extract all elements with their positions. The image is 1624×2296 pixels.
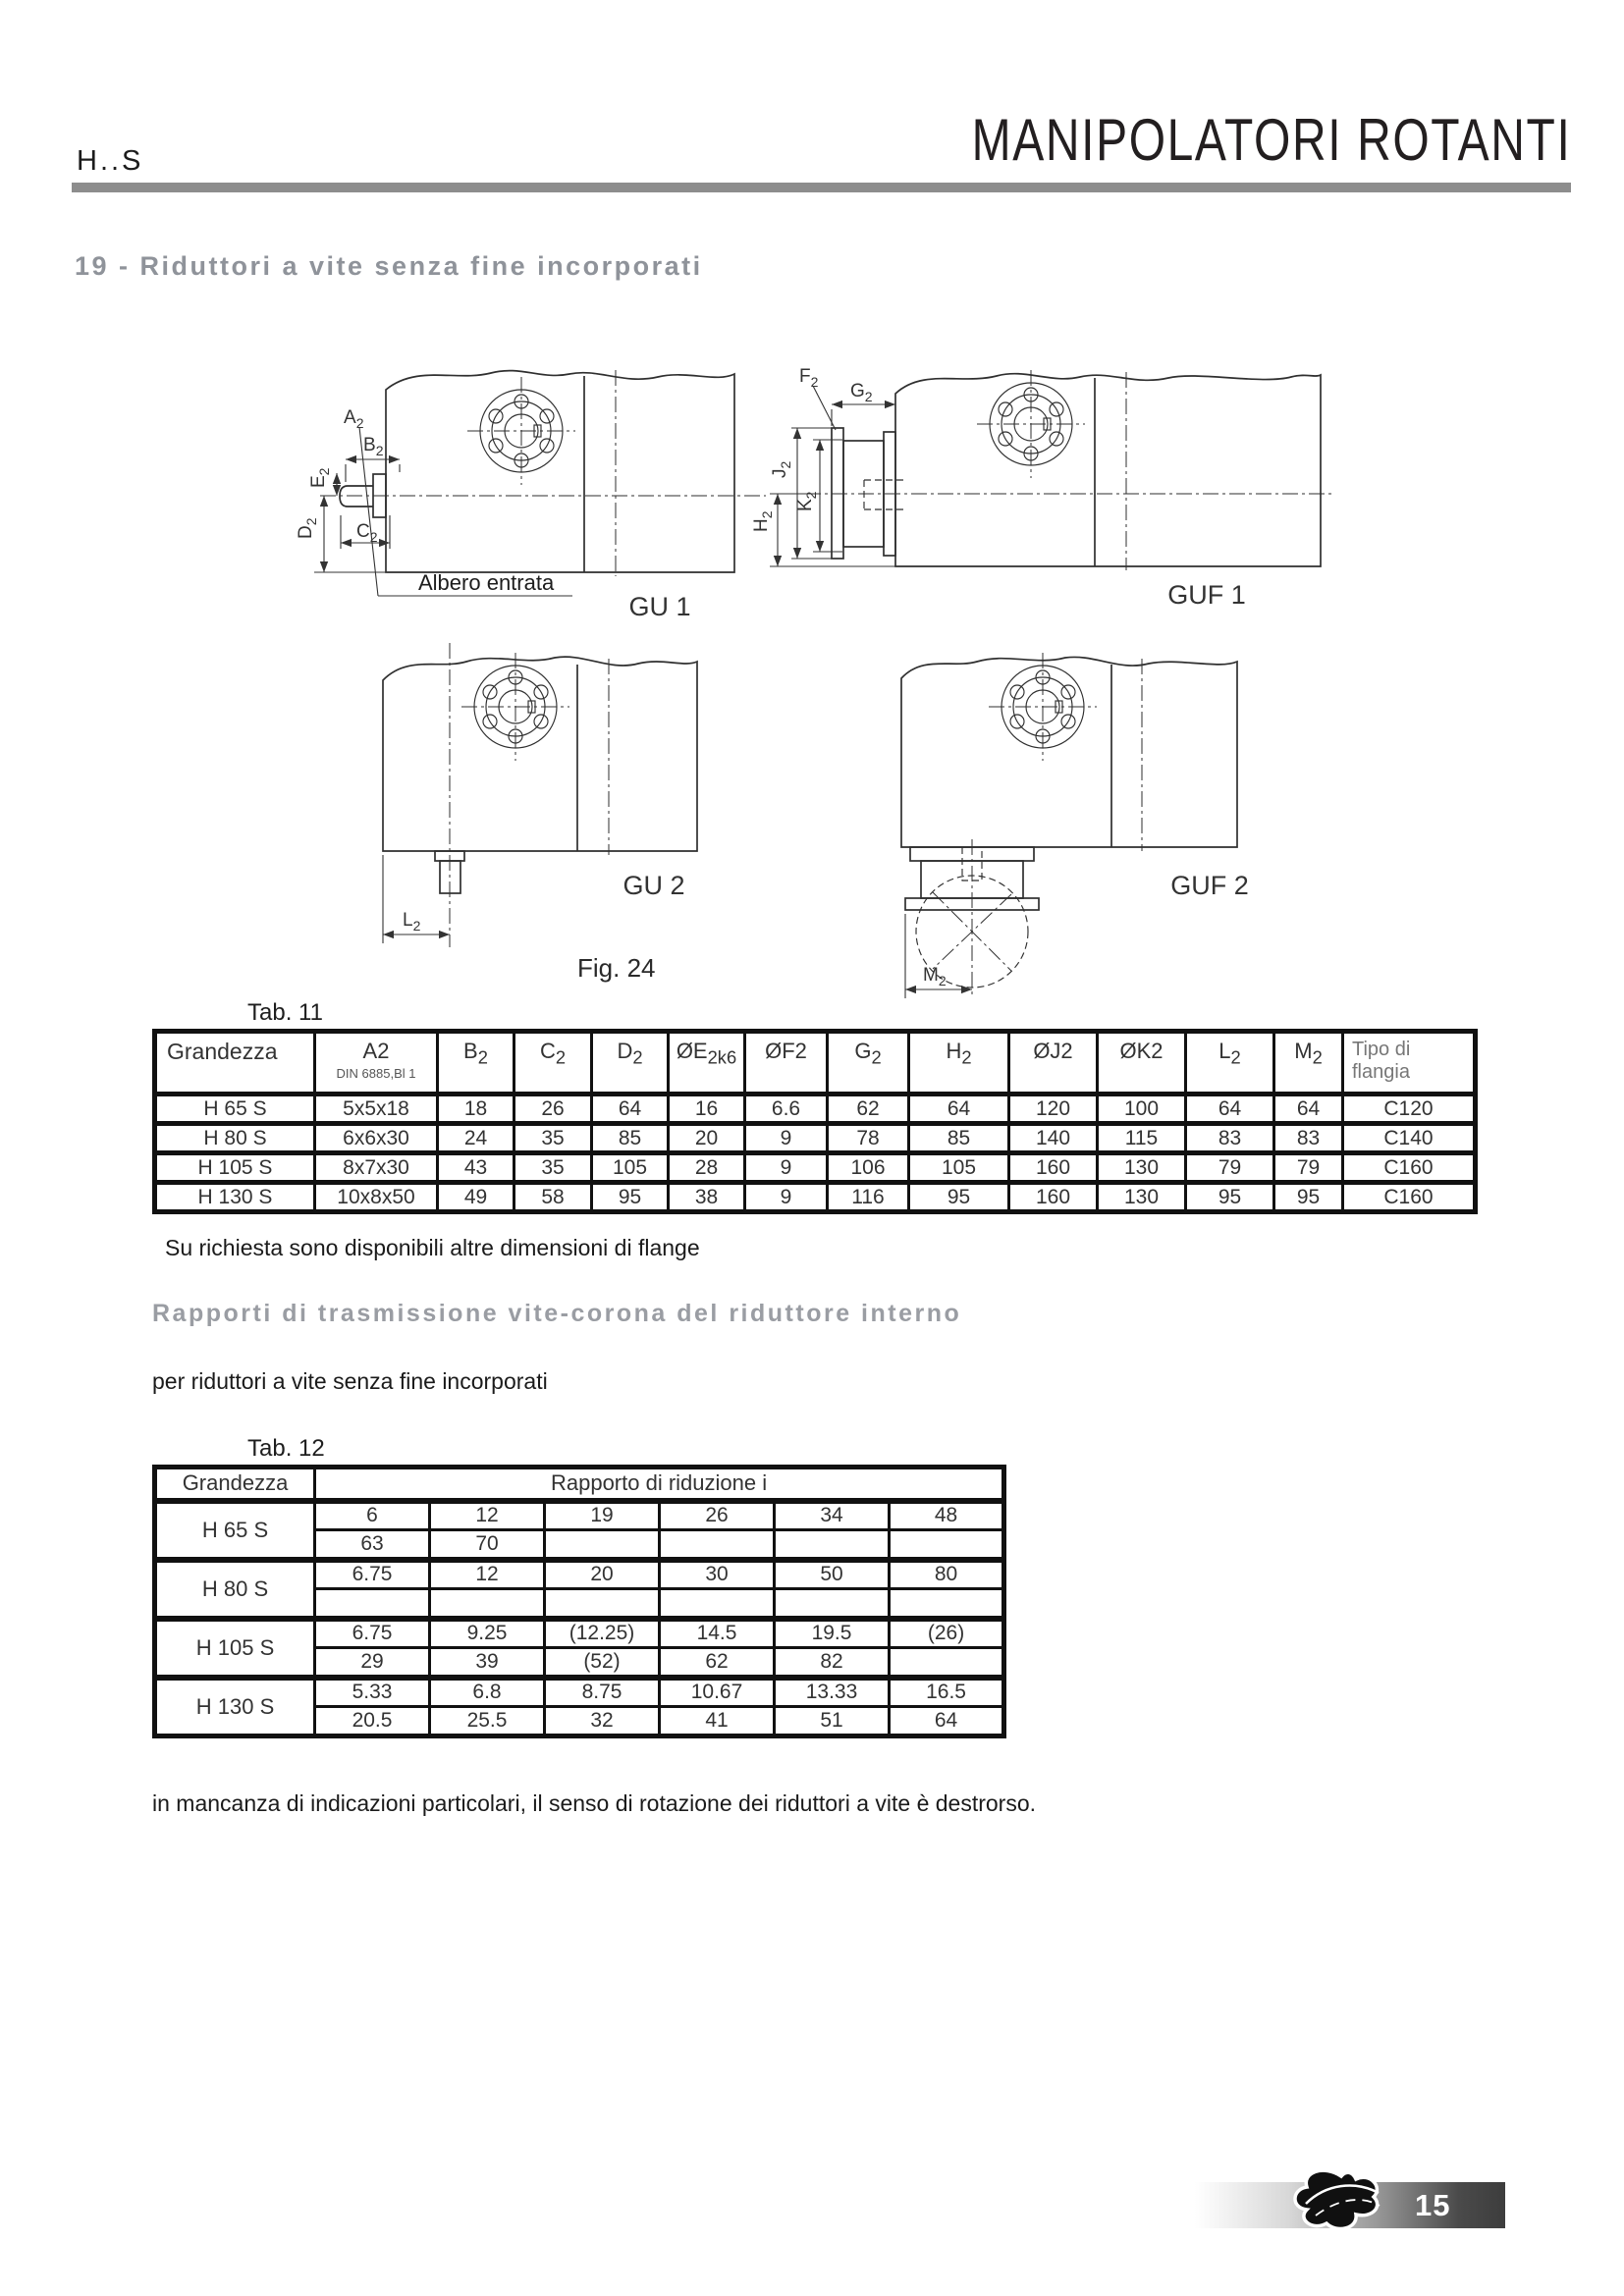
trasmissione-section-title: Rapporti di trasmissione vite-corona del riduttore interno (152, 1300, 962, 1327)
tab12-header-row (155, 1468, 1004, 1501)
tab11-value-cell: 64 (592, 1095, 669, 1124)
tab12-ratio-cell: 5.33 (315, 1678, 430, 1707)
tab12-ratio-cell: 26 (660, 1501, 775, 1530)
tab12-ratio-cell: 30 (660, 1560, 775, 1589)
tab12-grandezza-cell: H 130 S (155, 1678, 315, 1736)
tab11-row (155, 1095, 1476, 1124)
tab12-grandezza-header: Grandezza (155, 1468, 315, 1501)
tab12-row (155, 1678, 1004, 1707)
tab11-value-cell: 38 (669, 1183, 745, 1212)
tab12-ratio-cell: 41 (660, 1707, 775, 1736)
tab11-col-header: Grandezza (155, 1032, 315, 1095)
tab11-value-cell: 83 (1186, 1124, 1274, 1153)
tab12-ratio-cell: 20 (545, 1560, 660, 1589)
dim-label-h2: $H_2$ (751, 510, 775, 532)
tab12-ratio-cell (430, 1589, 545, 1619)
tab12-ratio-cell (890, 1530, 1004, 1560)
tab11-grandezza-cell: H 105 S (155, 1153, 315, 1183)
tab12-ratio-cell: 82 (775, 1648, 890, 1678)
tab11-value-cell: 9 (745, 1183, 828, 1212)
shaft-entry-label: Albero entrata (418, 570, 555, 595)
caption-guf1: GUF 1 (1167, 580, 1246, 610)
tab11-value-cell: 95 (909, 1183, 1009, 1212)
tab11-value-cell: 5x5x18 (315, 1095, 438, 1124)
tab11-value-cell: 83 (1274, 1124, 1343, 1153)
dim-label-d2: $D_2$ (296, 517, 319, 539)
drawing-guf1 (751, 366, 1335, 610)
tab12-ratio-cell: (12.25) (545, 1619, 660, 1648)
tab11-value-cell: 62 (828, 1095, 909, 1124)
tab12-ratio-cell: 6 (315, 1501, 430, 1530)
tab12-ratio-cell: 16.5 (890, 1678, 1004, 1707)
tab12-ratio-cell: 6.8 (430, 1678, 545, 1707)
tab12-ratios-table (152, 1465, 1006, 1738)
tab12-ratio-cell (775, 1589, 890, 1619)
tab11-value-cell: 6x6x30 (315, 1124, 438, 1153)
tab11-col-header: ØK2 (1098, 1032, 1186, 1095)
tab11-value-cell: 130 (1098, 1183, 1186, 1212)
page-title: MANIPOLATORI ROTANTI (971, 107, 1571, 173)
tab12-ratio-cell: 64 (890, 1707, 1004, 1736)
tab12-ratio-cell: 6.75 (315, 1619, 430, 1648)
tab11-value-cell: 140 (1009, 1124, 1098, 1153)
dim-label-f2: $F_2$ (799, 366, 819, 390)
dim-label-b2: $B_2$ (363, 435, 384, 458)
tab12-ratio-cell (315, 1589, 430, 1619)
tab12-row (155, 1619, 1004, 1648)
trasmissione-section-subtitle: per riduttori a vite senza fine incorporati (152, 1368, 548, 1394)
brand-code: H..S (77, 145, 144, 177)
dim-label-a2: $A_2$ (344, 407, 364, 431)
tab11-value-cell: 64 (1274, 1095, 1343, 1124)
tab12-ratio-cell (660, 1530, 775, 1560)
tab12-grandezza-cell: H 105 S (155, 1619, 315, 1678)
tab11-value-cell: 26 (514, 1095, 592, 1124)
tab12-ratio-cell: 19.5 (775, 1619, 890, 1648)
tab12-ratio-cell: 20.5 (315, 1707, 430, 1736)
tab12-ratio-cell: 51 (775, 1707, 890, 1736)
tab12-ratio-cell: 29 (315, 1648, 430, 1678)
tab11-value-cell: 105 (592, 1153, 669, 1183)
tab11-header-row (155, 1032, 1476, 1095)
tab12-ratio-cell (890, 1589, 1004, 1619)
tab12-ratio-cell (545, 1530, 660, 1560)
drawing-gu1 (296, 370, 766, 621)
tab12-ratio-cell: 39 (430, 1648, 545, 1678)
tab11-value-cell: 35 (514, 1153, 592, 1183)
tab12-ratio-cell: 32 (545, 1707, 660, 1736)
drawing-guf2 (901, 653, 1249, 998)
tab12-ratio-cell: 19 (545, 1501, 660, 1530)
tab11-value-cell: C160 (1343, 1183, 1476, 1212)
caption-guf2: GUF 2 (1170, 871, 1249, 900)
tab12-row (155, 1560, 1004, 1589)
tab11-col-header: $M_2$ (1274, 1032, 1343, 1095)
tab11-grandezza-cell: H 80 S (155, 1124, 315, 1153)
tab12-ratio-cell: 63 (315, 1530, 430, 1560)
tab11-value-cell: 160 (1009, 1183, 1098, 1212)
tab11-col-header: $G_2$ (828, 1032, 909, 1095)
caption-gu2: GU 2 (623, 871, 685, 900)
tab12-grandezza-cell: H 65 S (155, 1501, 315, 1560)
tab12-ratio-cell: 12 (430, 1560, 545, 1589)
tab11-row (155, 1183, 1476, 1212)
tab11-value-cell: C120 (1343, 1095, 1476, 1124)
tab11-dimensions-table (152, 1029, 1478, 1214)
tab11-value-cell: 18 (438, 1095, 514, 1124)
tab11-value-cell: 130 (1098, 1153, 1186, 1183)
tab12-ratio-cell (890, 1648, 1004, 1678)
tab11-caption: Tab. 11 (247, 999, 323, 1026)
rotation-note: in mancanza di indicazioni particolari, il senso di rotazione dei riduttori a vite è destrorso. (152, 1790, 1037, 1816)
company-logo (1284, 2163, 1402, 2239)
tab11-value-cell: 120 (1009, 1095, 1098, 1124)
tab11-value-cell: 79 (1274, 1153, 1343, 1183)
tab11-col-header: $ØE_{2k6}$ (669, 1032, 745, 1095)
tab11-value-cell: 16 (669, 1095, 745, 1124)
tab11-value-cell: 95 (592, 1183, 669, 1212)
tab12-grandezza-cell: H 80 S (155, 1560, 315, 1619)
tab11-value-cell: 43 (438, 1153, 514, 1183)
tab12-span-header: Rapporto di riduzione i (315, 1468, 1004, 1501)
tab12-ratio-cell: 6.75 (315, 1560, 430, 1589)
tab12-ratio-cell: 13.33 (775, 1678, 890, 1707)
caption-gu1: GU 1 (628, 592, 691, 621)
tab11-row (155, 1153, 1476, 1183)
tab11-value-cell: 64 (1186, 1095, 1274, 1124)
tab11-value-cell: 85 (909, 1124, 1009, 1153)
tab11-value-cell: 8x7x30 (315, 1153, 438, 1183)
tab11-value-cell: 49 (438, 1183, 514, 1212)
tab11-row (155, 1124, 1476, 1153)
tab11-value-cell: 85 (592, 1124, 669, 1153)
tab11-value-cell: 9 (745, 1153, 828, 1183)
tab11-col-header: $L_2$ (1186, 1032, 1274, 1095)
figure-caption: Fig. 24 (577, 953, 656, 983)
tab11-value-cell: 106 (828, 1153, 909, 1183)
technical-drawings (177, 329, 1453, 1016)
tab11-col-header: ØF2 (745, 1032, 828, 1095)
tab12-ratio-cell: 8.75 (545, 1678, 660, 1707)
tab11-value-cell: 78 (828, 1124, 909, 1153)
tab12-ratio-cell: 70 (430, 1530, 545, 1560)
tab12-ratio-cell: 25.5 (430, 1707, 545, 1736)
tab11-value-cell: 105 (909, 1153, 1009, 1183)
tab12-ratio-cell: 9.25 (430, 1619, 545, 1648)
tab11-value-cell: 95 (1186, 1183, 1274, 1212)
tab12-ratio-cell: 14.5 (660, 1619, 775, 1648)
tab12-ratio-cell: 62 (660, 1648, 775, 1678)
dim-label-l2: $L_2$ (403, 910, 421, 934)
tab11-value-cell: 115 (1098, 1124, 1186, 1153)
dim-label-k2: $K_2$ (795, 491, 819, 511)
tab11-grandezza-cell: H 130 S (155, 1183, 315, 1212)
tab11-value-cell: 24 (438, 1124, 514, 1153)
tab11-value-cell: 160 (1009, 1153, 1098, 1183)
tab11-col-header: $B_2$ (438, 1032, 514, 1095)
tab11-value-cell: C160 (1343, 1153, 1476, 1183)
section-title: 19 - Riduttori a vite senza fine incorporati (75, 251, 703, 281)
tab11-value-cell: 64 (909, 1095, 1009, 1124)
page-number: 15 (1415, 2188, 1451, 2222)
dim-label-e2: $E_2$ (308, 467, 332, 488)
tab11-value-cell: 6.6 (745, 1095, 828, 1124)
tab12-caption: Tab. 12 (247, 1435, 325, 1462)
figure-24 (177, 329, 1453, 1016)
tab11-col-header: $C_2$ (514, 1032, 592, 1095)
tab11-col-header: $D_2$ (592, 1032, 669, 1095)
tab11-value-cell: 10x8x50 (315, 1183, 438, 1212)
tab12-ratio-cell: 12 (430, 1501, 545, 1530)
dim-label-g2: $G_2$ (850, 381, 873, 404)
tab12-ratio-cell: 50 (775, 1560, 890, 1589)
flange-note: Su richiesta sono disponibili altre dimensioni di flange (165, 1235, 700, 1260)
tab11-value-cell: 116 (828, 1183, 909, 1212)
tab12-ratio-cell (545, 1589, 660, 1619)
tab11-col-header: Tipo di flangia (1343, 1032, 1476, 1095)
tab12-ratio-cell (660, 1589, 775, 1619)
tab11-value-cell: 9 (745, 1124, 828, 1153)
tab11-col-header: $H_2$ (909, 1032, 1009, 1095)
tab12-ratio-cell: 34 (775, 1501, 890, 1530)
tab11-value-cell: 95 (1274, 1183, 1343, 1212)
tab11-value-cell: 79 (1186, 1153, 1274, 1183)
tab11-col-header: A2 DIN 6885,Bl 1 (315, 1032, 438, 1095)
tab12-ratio-cell (775, 1530, 890, 1560)
tab12-ratio-cell: (26) (890, 1619, 1004, 1648)
tab11-value-cell: 100 (1098, 1095, 1186, 1124)
header-rule (72, 183, 1571, 192)
tab11-value-cell: 28 (669, 1153, 745, 1183)
tab11-value-cell: C140 (1343, 1124, 1476, 1153)
tab11-value-cell: 58 (514, 1183, 592, 1212)
tab11-value-cell: 20 (669, 1124, 745, 1153)
tab11-value-cell: 35 (514, 1124, 592, 1153)
tab12-row (155, 1501, 1004, 1530)
drawing-gu2 (383, 643, 697, 947)
dim-label-m2: $M_2$ (923, 965, 947, 988)
tab11-col-header: ØJ2 (1009, 1032, 1098, 1095)
dim-label-j2: $J_2$ (770, 460, 793, 478)
dim-label-c2: $C_2$ (356, 521, 378, 545)
tab12-ratio-cell: 80 (890, 1560, 1004, 1589)
tab12-ratio-cell: 10.67 (660, 1678, 775, 1707)
tab12-ratio-cell: (52) (545, 1648, 660, 1678)
tab12-ratio-cell: 48 (890, 1501, 1004, 1530)
tab11-grandezza-cell: H 65 S (155, 1095, 315, 1124)
